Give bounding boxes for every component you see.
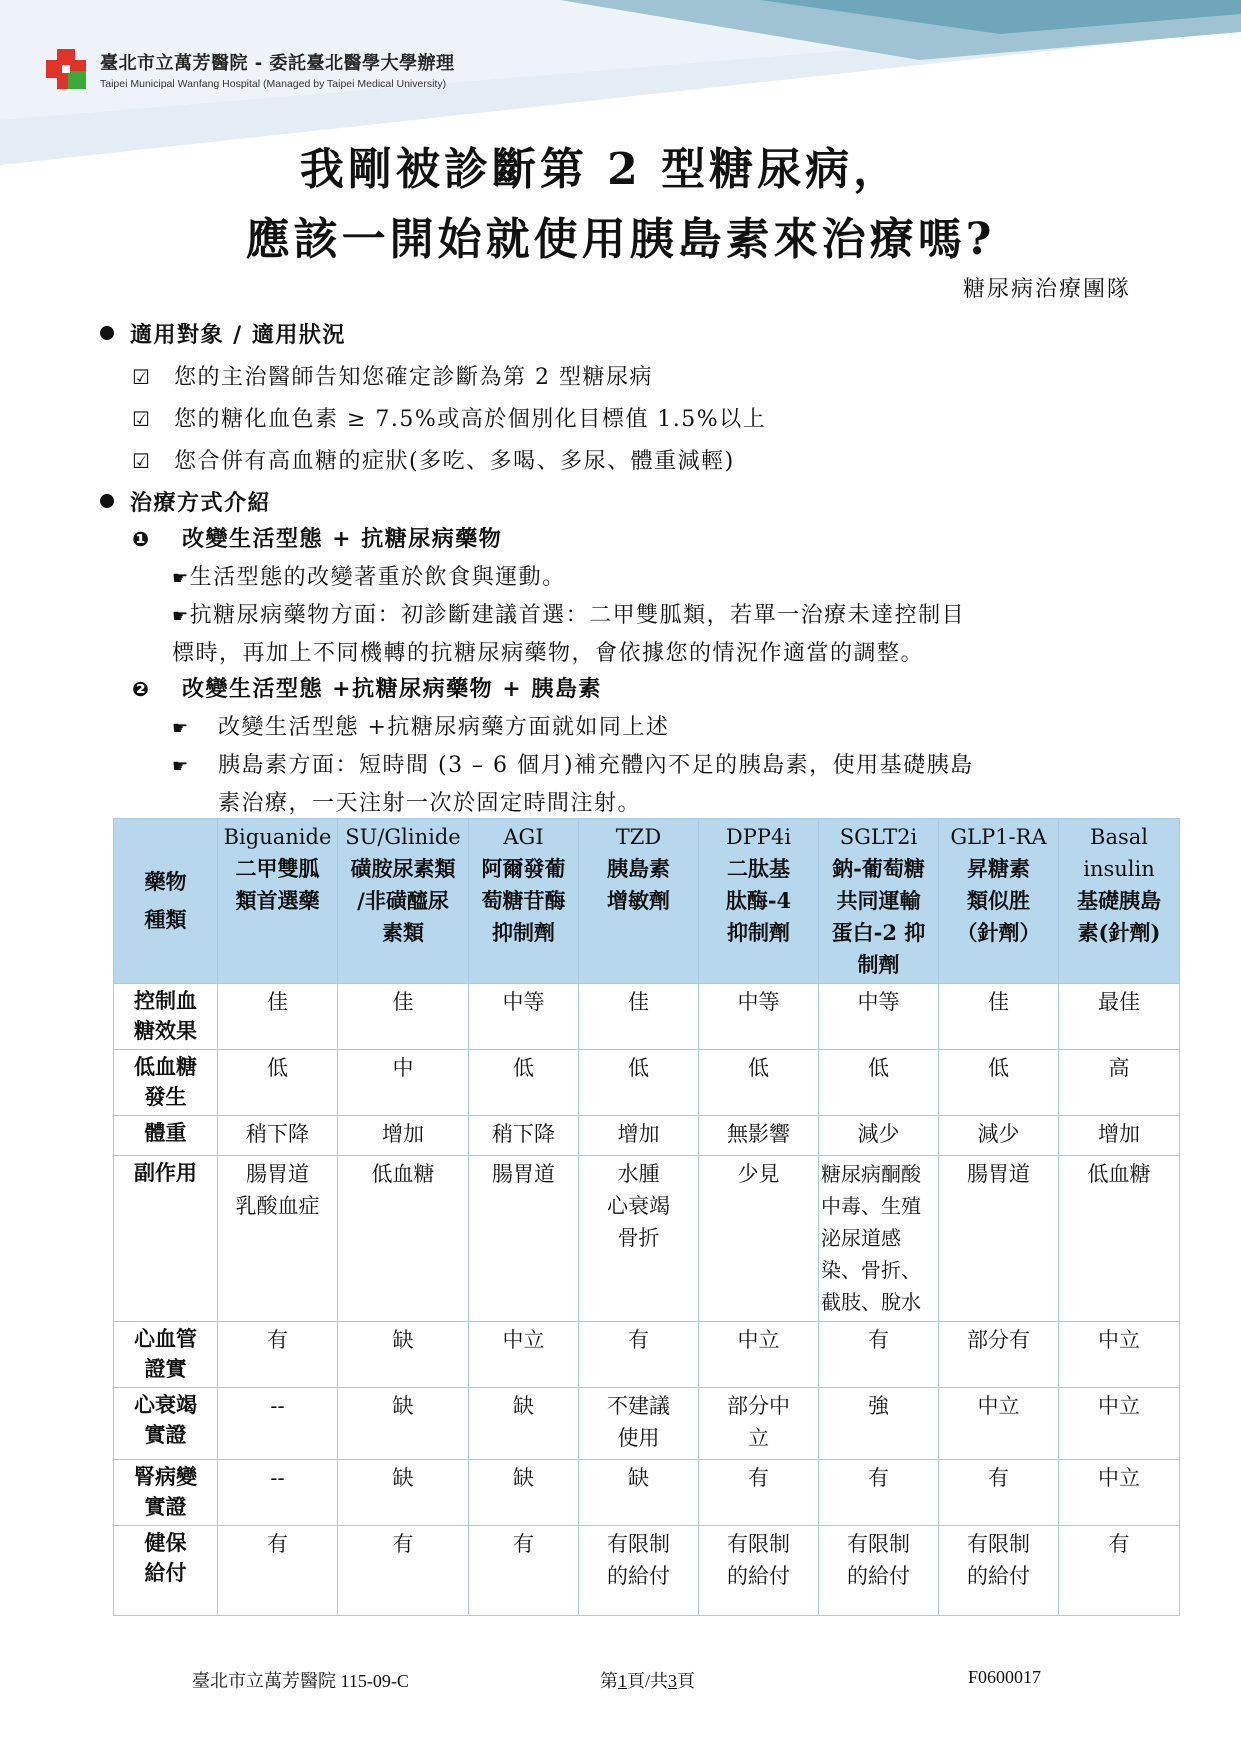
option1-title: ❶ 改變生活型態 + 抗糖尿病藥物: [132, 526, 503, 552]
table-cell: 低: [699, 1050, 819, 1116]
table-cell: 有: [218, 1322, 338, 1388]
table-cell: 不建議 使用: [579, 1388, 699, 1460]
table-cell: 水腫 心衰竭 骨折: [579, 1156, 699, 1322]
hospital-logo-block: [42, 45, 455, 93]
footer-page-number: 第1頁/共3頁: [600, 1671, 696, 1691]
table-cell: 有限制 的給付: [699, 1526, 819, 1616]
table-cell: 有: [819, 1460, 939, 1526]
table-row: [114, 1322, 1180, 1388]
row-header: 體重: [114, 1116, 218, 1156]
section2-heading: 治療方式介紹: [100, 486, 271, 517]
table-cell: 中等: [819, 984, 939, 1050]
footer-doc-code: 臺北市立萬芳醫院 115-09-C: [192, 1671, 409, 1691]
table-cell: 有: [1059, 1526, 1180, 1616]
table-cell: 腸胃道: [469, 1156, 579, 1322]
table-cell: 有: [579, 1322, 699, 1388]
table-cell: --: [218, 1388, 338, 1460]
table-row: [114, 1116, 1180, 1156]
column-header: Biguanide 二甲雙胍 類首選藥: [218, 819, 338, 984]
table-cell: 部分中 立: [699, 1388, 819, 1460]
number-two-icon: ❷: [132, 677, 151, 701]
table-cell: 有: [939, 1460, 1059, 1526]
bullet-dot-icon: [100, 494, 114, 508]
pointing-hand-icon: ☛: [172, 606, 190, 627]
column-header: TZD 胰島素 增敏劑: [579, 819, 699, 984]
criteria-item: ☑ 您合併有高血糖的症狀(多吃、多喝、多尿、體重減輕): [132, 449, 735, 474]
table-cell: 有: [469, 1526, 579, 1616]
number-one-icon: ❶: [132, 527, 151, 551]
table-row: [114, 1526, 1180, 1616]
option2-title: ❷ 改變生活型態 +抗糖尿病藥物 + 胰島素: [132, 676, 602, 702]
table-cell: 缺: [579, 1460, 699, 1526]
row-header: 副作用: [114, 1156, 218, 1322]
table-cell: 中等: [699, 984, 819, 1050]
bullet-dot-icon: [100, 326, 114, 340]
table-cell: 缺: [469, 1388, 579, 1460]
table-cell: 腸胃道 乳酸血症: [218, 1156, 338, 1322]
footer-form-id: F0600017: [968, 1667, 1042, 1687]
table-cell: 中立: [469, 1322, 579, 1388]
row-header: 心血管 證實: [114, 1322, 218, 1388]
row-header: 腎病變 實證: [114, 1460, 218, 1526]
table-row: [114, 1388, 1180, 1460]
table-cell: 減少: [939, 1116, 1059, 1156]
table-row: [114, 1460, 1180, 1526]
table-cell: 低: [939, 1050, 1059, 1116]
table-cell: 低血糖: [338, 1156, 469, 1322]
table-cell: 有限制 的給付: [939, 1526, 1059, 1616]
pointing-hand-icon: ☛: [172, 756, 190, 777]
table-cell: 有: [699, 1460, 819, 1526]
column-header: GLP1-RA 昇糖素 類似胜 （針劑）: [939, 819, 1059, 984]
row-header: 低血糖 發生: [114, 1050, 218, 1116]
page-title-line2: 應該一開始就使用胰島素來治療嗎?: [245, 214, 996, 265]
criteria-item: ☑ 您的糖化血色素 ≥ 7.5%或高於個別化目標值 1.5%以上: [132, 407, 767, 432]
table-cell: 最佳: [1059, 984, 1180, 1050]
table-cell: 增加: [1059, 1116, 1180, 1156]
column-header: SU/Glinide 磺胺尿素類 /非磺醯尿 素類: [338, 819, 469, 984]
drug-comparison-table: [113, 818, 1180, 1616]
table-cell: 有: [819, 1322, 939, 1388]
row-header: 控制血 糖效果: [114, 984, 218, 1050]
table-cell: 有限制 的給付: [819, 1526, 939, 1616]
table-cell: 中立: [1059, 1322, 1180, 1388]
page-title-line1: 我剛被診斷第 2 型糖尿病，: [299, 144, 902, 195]
table-cell: 佳: [939, 984, 1059, 1050]
table-cell: 增加: [579, 1116, 699, 1156]
table-cell: 缺: [338, 1322, 469, 1388]
table-cell: 無影響: [699, 1116, 819, 1156]
table-cell: 有限制 的給付: [579, 1526, 699, 1616]
table-cell: 低: [469, 1050, 579, 1116]
option1-point-continued: 標時，再加上不同機轉的抗糖尿病藥物，會依據您的情況作適當的調整。: [172, 641, 925, 666]
option1-point: ☛生活型態的改變著重於飲食與運動。: [172, 565, 566, 590]
hospital-name-en: Taipei Municipal Wanfang Hospital (Managed by Taipei Medical University): [100, 77, 447, 90]
table-cell: 腸胃道: [939, 1156, 1059, 1322]
row-header: 健保 給付: [114, 1526, 218, 1616]
table-cell: 減少: [819, 1116, 939, 1156]
table-row: [114, 1050, 1180, 1116]
table-cell: 低: [819, 1050, 939, 1116]
hospital-name-zh: 臺北市立萬芳醫院 - 委託臺北醫學大學辦理: [100, 52, 455, 74]
table-row: [114, 984, 1180, 1050]
table-cell: 中立: [939, 1388, 1059, 1460]
table-cell: 低: [218, 1050, 338, 1116]
pointing-hand-icon: ☛: [172, 718, 190, 739]
table-cell: 中等: [469, 984, 579, 1050]
table-cell: 缺: [469, 1460, 579, 1526]
checkbox-checked-icon: ☑: [132, 449, 152, 473]
column-header: Basal insulin 基礎胰島 素(針劑): [1059, 819, 1180, 984]
table-cell: 增加: [338, 1116, 469, 1156]
table-cell: --: [218, 1460, 338, 1526]
criteria-item: ☑ 您的主治醫師告知您確定診斷為第 2 型糖尿病: [132, 365, 653, 390]
table-cell: 低: [579, 1050, 699, 1116]
table-header-row: [114, 819, 1180, 984]
table-cell: 中立: [699, 1322, 819, 1388]
table-row: [114, 1156, 1180, 1322]
column-header: AGI 阿爾發葡 萄糖苷酶 抑制劑: [469, 819, 579, 984]
checkbox-checked-icon: ☑: [132, 407, 152, 431]
hospital-cross-logo-icon: [42, 45, 90, 93]
option1-point: ☛抗糖尿病藥物方面：初診斷建議首選：二甲雙胍類，若單一治療未達控制目: [172, 603, 966, 628]
table-cell: 缺: [338, 1388, 469, 1460]
table-cell: 中立: [1059, 1388, 1180, 1460]
table-cell: 有: [338, 1526, 469, 1616]
section1-heading: 適用對象 / 適用狀況: [100, 318, 346, 349]
table-cell: 低血糖: [1059, 1156, 1180, 1322]
table-cell: 佳: [338, 984, 469, 1050]
option2-point: ☛ 胰島素方面：短時間 (3 – 6 個月)補充體內不足的胰島素，使用基礎胰島: [172, 753, 974, 778]
table-cell: 有: [218, 1526, 338, 1616]
pointing-hand-icon: ☛: [172, 568, 190, 589]
table-cell: 佳: [579, 984, 699, 1050]
table-cell: 稍下降: [469, 1116, 579, 1156]
table-cell: 少見: [699, 1156, 819, 1322]
table-cell: 中立: [1059, 1460, 1180, 1526]
table-cell: 中: [338, 1050, 469, 1116]
table-cell: 稍下降: [218, 1116, 338, 1156]
team-name: 糖尿病治療團隊: [962, 277, 1131, 302]
checkbox-checked-icon: ☑: [132, 365, 152, 389]
option2-point-continued: 素治療，一天注射一次於固定時間注射。: [218, 791, 642, 816]
table-cell: 佳: [218, 984, 338, 1050]
row-header: 心衰竭 實證: [114, 1388, 218, 1460]
table-cell: 強: [819, 1388, 939, 1460]
column-header: DPP4i 二肽基 肽酶-4 抑制劑: [699, 819, 819, 984]
table-cell: 缺: [338, 1460, 469, 1526]
option2-point: ☛ 改變生活型態 +抗糖尿病藥方面就如同上述: [172, 715, 670, 740]
table-corner-header: 藥物 種類: [114, 819, 218, 984]
table-cell: 糖尿病酮酸 中毒、生殖 泌尿道感 染、骨折、 截肢、脫水: [819, 1156, 939, 1322]
table-cell: 部分有: [939, 1322, 1059, 1388]
table-cell: 高: [1059, 1050, 1180, 1116]
column-header: SGLT2i 鈉-葡萄糖 共同運輸 蛋白-2 抑 制劑: [819, 819, 939, 984]
